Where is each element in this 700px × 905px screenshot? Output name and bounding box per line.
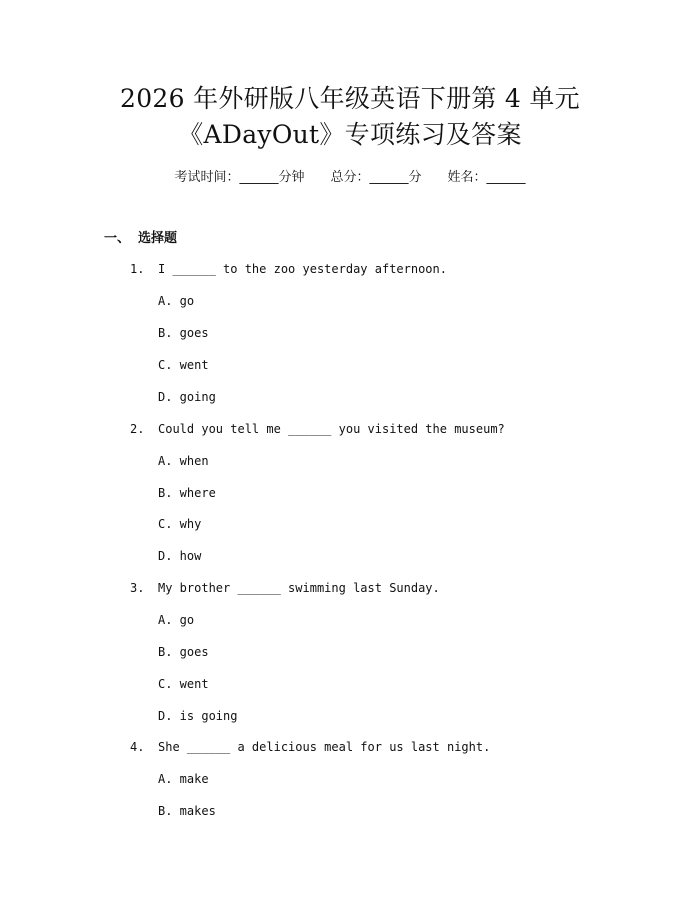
section-title: 选择题: [138, 231, 178, 246]
option-c: C. went: [158, 358, 209, 372]
option-d: D. how: [158, 549, 202, 563]
exam-time-field: 考试时间：______分钟: [174, 170, 305, 185]
document-title-line-1: 2026 年外研版八年级英语下册第 4 单元: [120, 84, 580, 113]
exam-info-row: [0, 169, 700, 187]
option-b: B. makes: [158, 804, 216, 818]
section-number: 一、: [104, 231, 131, 246]
document-title-line-2: 《ADayOut》专项练习及答案: [178, 120, 522, 149]
option-d: D. going: [158, 390, 216, 404]
option-b: B. where: [158, 486, 216, 500]
question-number: 2.: [130, 422, 145, 436]
section-heading: [104, 230, 177, 248]
option-b: B. goes: [158, 645, 209, 659]
question-number: 4.: [130, 740, 145, 754]
option-c: C. went: [158, 677, 209, 691]
option-c: C. why: [158, 517, 202, 531]
question-number: 1.: [130, 262, 145, 276]
option-a: A. make: [158, 772, 209, 786]
option-b: B. goes: [158, 326, 209, 340]
total-score-field: 总分：______分: [330, 170, 422, 185]
question-text: She ______ a delicious meal for us last night.: [158, 740, 491, 754]
student-name-field: 姓名：______: [447, 170, 526, 185]
option-a: A. go: [158, 294, 195, 308]
option-d: D. is going: [158, 709, 238, 723]
question-text: My brother ______ swimming last Sunday.: [158, 581, 440, 595]
question-number: 3.: [130, 581, 145, 595]
question-text: Could you tell me ______ you visited the museum?: [158, 422, 505, 436]
question-text: I ______ to the zoo yesterday afternoon.: [158, 262, 447, 276]
option-a: A. when: [158, 454, 209, 468]
option-a: A. go: [158, 613, 195, 627]
